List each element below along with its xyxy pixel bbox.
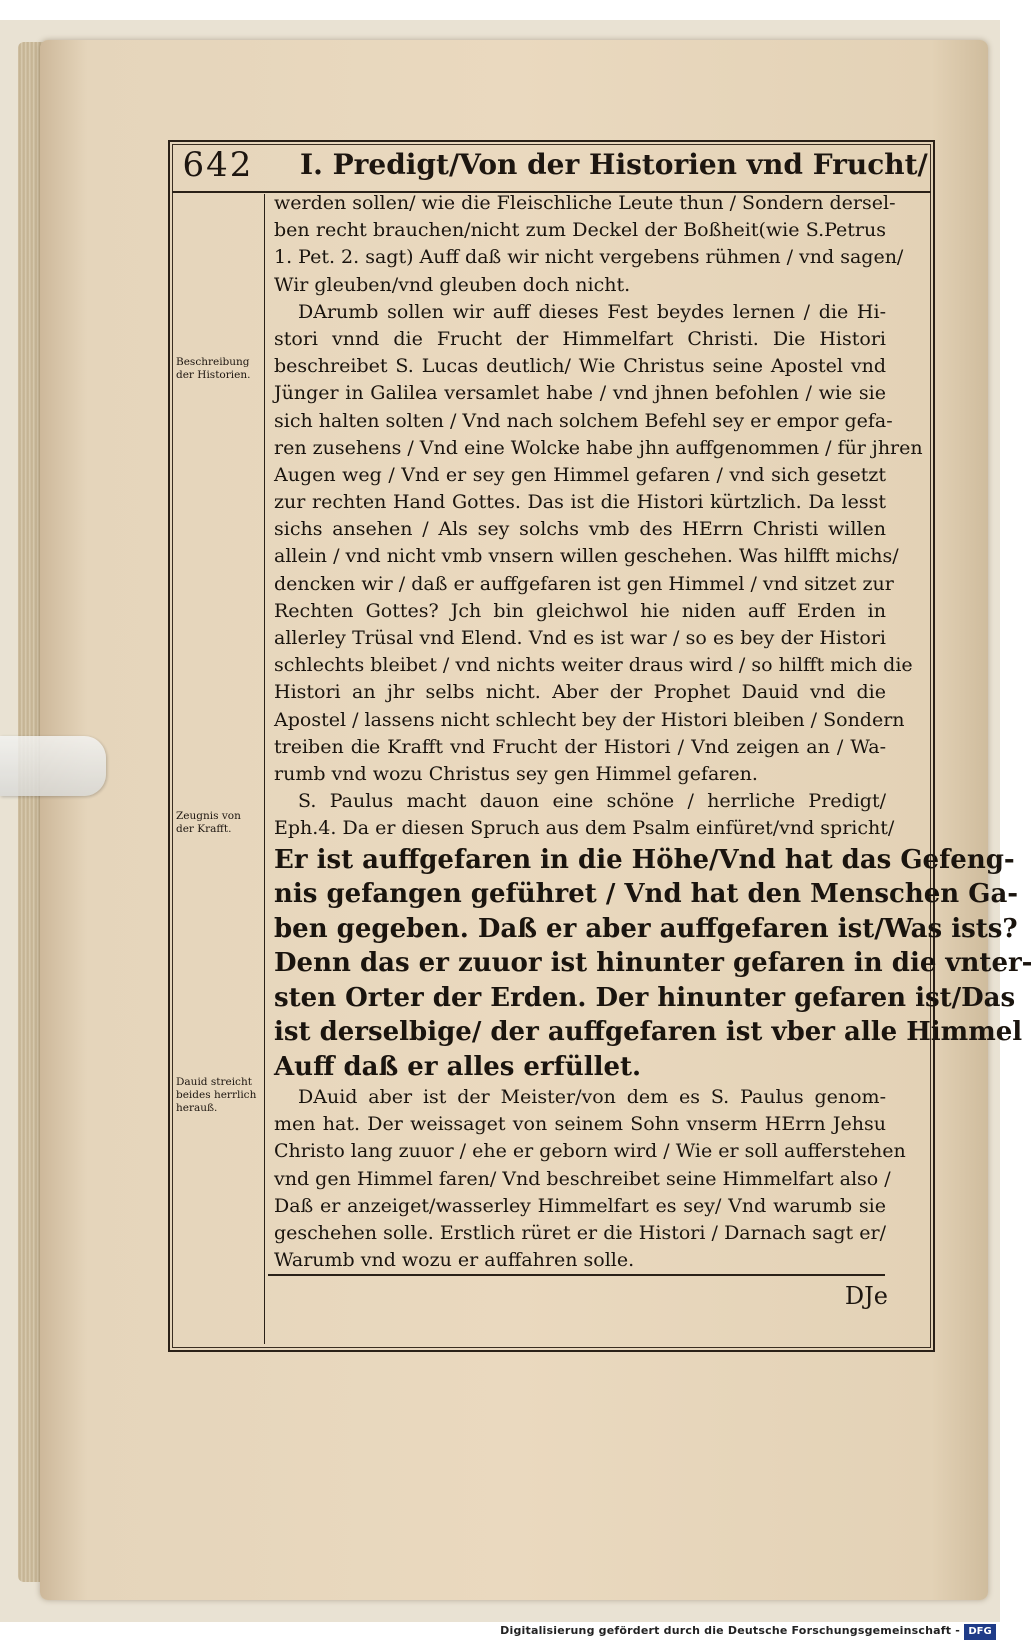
text-line: Rechten Gottes? Jch bin gleichwol hie niden auff Erden in <box>274 599 886 622</box>
sidenote-line: herauß. <box>176 1102 218 1114</box>
text-line: geschehen solle. Erstlich rüret er die Histori / Darnach sagt er/ <box>274 1221 886 1244</box>
text-line: Apostel / lassens nicht schlecht bey der Histori bleiben / Sondern <box>274 708 905 731</box>
sidenote-testimony <box>176 810 264 836</box>
running-head: I. Predigt/Von der Historien vnd Frucht/ <box>300 148 928 181</box>
text-line: sich halten solten / Vnd nach solchem Befehl sey er empor gefa- <box>274 409 893 432</box>
bookmark-strip <box>0 736 106 796</box>
sidenote-line: Zeugnis von <box>176 810 241 822</box>
text-line: beschreibet S. Lucas deutlich/ Wie Christus seine Apostel vnd <box>274 355 886 378</box>
catchword: DJe <box>844 1282 888 1310</box>
sidenote-david <box>176 1076 264 1115</box>
text-line: Warumb vnd wozu er auffahren solle. <box>274 1249 635 1272</box>
sidenote-line: Dauid streicht <box>176 1076 252 1088</box>
text-line: schlechts bleibet / vnd nichts weiter draus wird / so hilfft mich die <box>274 654 913 677</box>
sidenote-line: der Historien. <box>176 369 251 381</box>
text-line: Eph.4. Da er diesen Spruch aus dem Psalm einfüret/vnd spricht/ <box>274 817 895 840</box>
text-line: ben recht brauchen/nicht zum Deckel der Boßheit(wie S.Petrus <box>274 219 886 242</box>
dfg-logo: DFG <box>964 1624 996 1640</box>
quote-line: sten Orter der Erden. Der hinunter gefaren ist/Das <box>274 982 1016 1013</box>
text-line: vnd gen Himmel faren/ Vnd beschreibet seine Himmelfart also / <box>274 1167 891 1190</box>
text-line: 1. Pet. 2. sagt) Auff daß wir nicht vergebens rühmen / vnd sagen/ <box>274 246 904 269</box>
text-line: stori vnnd die Frucht der Himmelfart Christi. Die Histori <box>274 327 886 350</box>
text-line: S. Paulus macht dauon eine schöne / herrliche Predigt/ <box>298 790 886 813</box>
quote-line: ben gegeben. Daß er aber auffgefaren ist/Was ists? <box>274 913 1018 944</box>
quote-line: nis gefangen geführet / Vnd hat den Menschen Ga- <box>274 879 1019 909</box>
quote-line: ist derselbige/ der auffgefaren ist vber alle Himmel <box>274 1017 1023 1047</box>
text-line: zur rechten Hand Gottes. Das ist die Histori kürtzlich. Da lesst <box>274 491 886 514</box>
body-text <box>274 190 1032 1274</box>
text-line: allerley Trüsal vnd Elend. Vnd es ist war / so es bey der Histori <box>274 627 886 649</box>
text-line: Christo lang zuuor / ehe er geborn wird / Wie er soll aufferstehen <box>274 1140 906 1163</box>
quote-line: Auff daß er alles erfüllet. <box>274 1051 642 1082</box>
quote-line: Denn das er zuuor ist hinunter gefaren in die vnter- <box>274 948 1032 978</box>
sidenote-description <box>176 356 264 382</box>
text-line: sichs ansehen / Als sey solchs vmb des HErrn Christi willen <box>274 518 886 541</box>
text-line: Augen weg / Vnd er sey gen Himmel gefaren / vnd sich gesetzt <box>274 463 886 486</box>
quote-line: Er ist auffgefaren in die Höhe/Vnd hat das Gefeng- <box>274 844 1015 875</box>
text-line: Daß er anzeiget/wasserley Himmelfart es sey/ Vnd warumb sie <box>274 1194 886 1217</box>
text-line: dencken wir / daß er auffgefaren ist gen Himmel / vnd sitzet zur <box>274 572 894 595</box>
text-line: DAuid aber ist der Meister/von dem es S. Paulus genom- <box>298 1086 886 1108</box>
text-line: treiben die Krafft vnd Frucht der Histori / Vnd zeigen an / Wa- <box>274 735 886 758</box>
text-line: werden sollen/ wie die Fleischliche Leute thun / Sondern dersel- <box>274 192 896 214</box>
text-line: men hat. Der weissaget von seinem Sohn vnserm HErrn Jehsu <box>274 1113 886 1136</box>
sidenote-line: Beschreibung <box>176 356 250 368</box>
text-line: Jünger in Galilea versamlet habe / vnd jhnen befohlen / wie sie <box>274 382 886 405</box>
text-line: ren zusehens / Vnd eine Wolcke habe jhn auffgenommen / für jhren <box>274 436 923 459</box>
sidenote-line: beides herrlich <box>176 1089 257 1101</box>
text-line: Wir gleuben/vnd gleuben doch nicht. <box>274 273 631 296</box>
text-line: DArumb sollen wir auff dieses Fest beydes lernen / die Hi- <box>298 300 886 323</box>
text-line: Histori an jhr selbs nicht. Aber der Prophet Dauid vnd die <box>274 681 886 704</box>
page-number: 642 <box>182 145 254 185</box>
text-line: rumb vnd wozu Christus sey gen Himmel gefaren. <box>274 762 758 785</box>
funding-credit: Digitalisierung gefördert durch die Deutsche Forschungsgemeinschaft - <box>500 1624 960 1637</box>
text-line: allein / vnd nicht vmb vnsern willen geschehen. Was hilfft michs/ <box>274 545 899 568</box>
sidenote-line: der Krafft. <box>176 823 232 835</box>
